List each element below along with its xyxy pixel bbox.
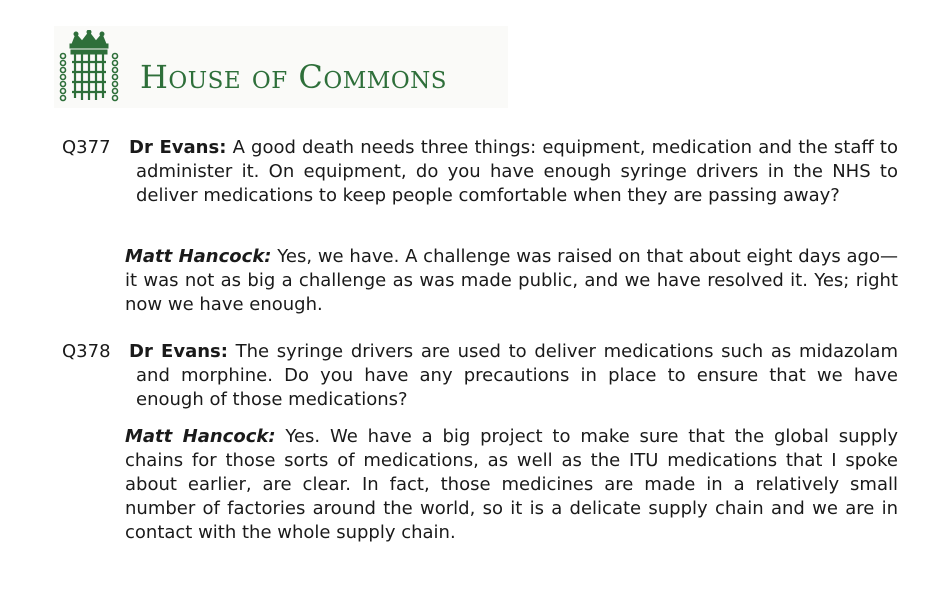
title-word-ouse: OUSE (168, 68, 242, 94)
answer-text: Yes, we have. A challenge was raised on that about eight days ago—it was not as big a challenge as was made public, and we have resolved it. Yes; right now we have enough. (125, 246, 898, 315)
title-letter-h: H (140, 58, 169, 96)
house-of-commons-title (140, 58, 447, 96)
questioner-name: Dr Evans: (129, 341, 228, 362)
question-text: A good death needs three things: equipment, medication and the staff to administer it. On equipment, do you have enough syringe drivers in the NHS to deliver medications to keep people comfortable when they are passing away? (136, 137, 898, 206)
title-word-ommons: OMMONS (323, 68, 448, 94)
portcullis-icon (58, 30, 120, 106)
answer-paragraph (125, 245, 898, 317)
question-text: The syringe drivers are used to deliver medications such as midazolam and morphine. Do you have any precautions in place to ensure that we have enough of those medications? (136, 341, 898, 410)
respondent-name: Matt Hancock: (125, 426, 276, 447)
question-paragraph (129, 340, 898, 412)
question-number: Q377 (62, 137, 111, 158)
title-word-of: OF (251, 68, 288, 94)
question-block (62, 136, 898, 208)
answer-text: Yes. We have a big project to make sure that the global supply chains for those sorts of medications, as well as the ITU medications that I spoke about earlier, are clear. In fact, those medicines are made in a relatively small number of factories around the world, so it is a delicate supply chain and we are in contact with the whole supply chain. (125, 426, 898, 543)
title-letter-c: C (298, 58, 324, 96)
respondent-name: Matt Hancock: (125, 246, 272, 267)
questioner-name: Dr Evans: (129, 137, 227, 158)
question-paragraph (129, 136, 898, 208)
answer-paragraph (125, 425, 898, 545)
question-number: Q378 (62, 341, 111, 362)
question-block (62, 340, 898, 412)
